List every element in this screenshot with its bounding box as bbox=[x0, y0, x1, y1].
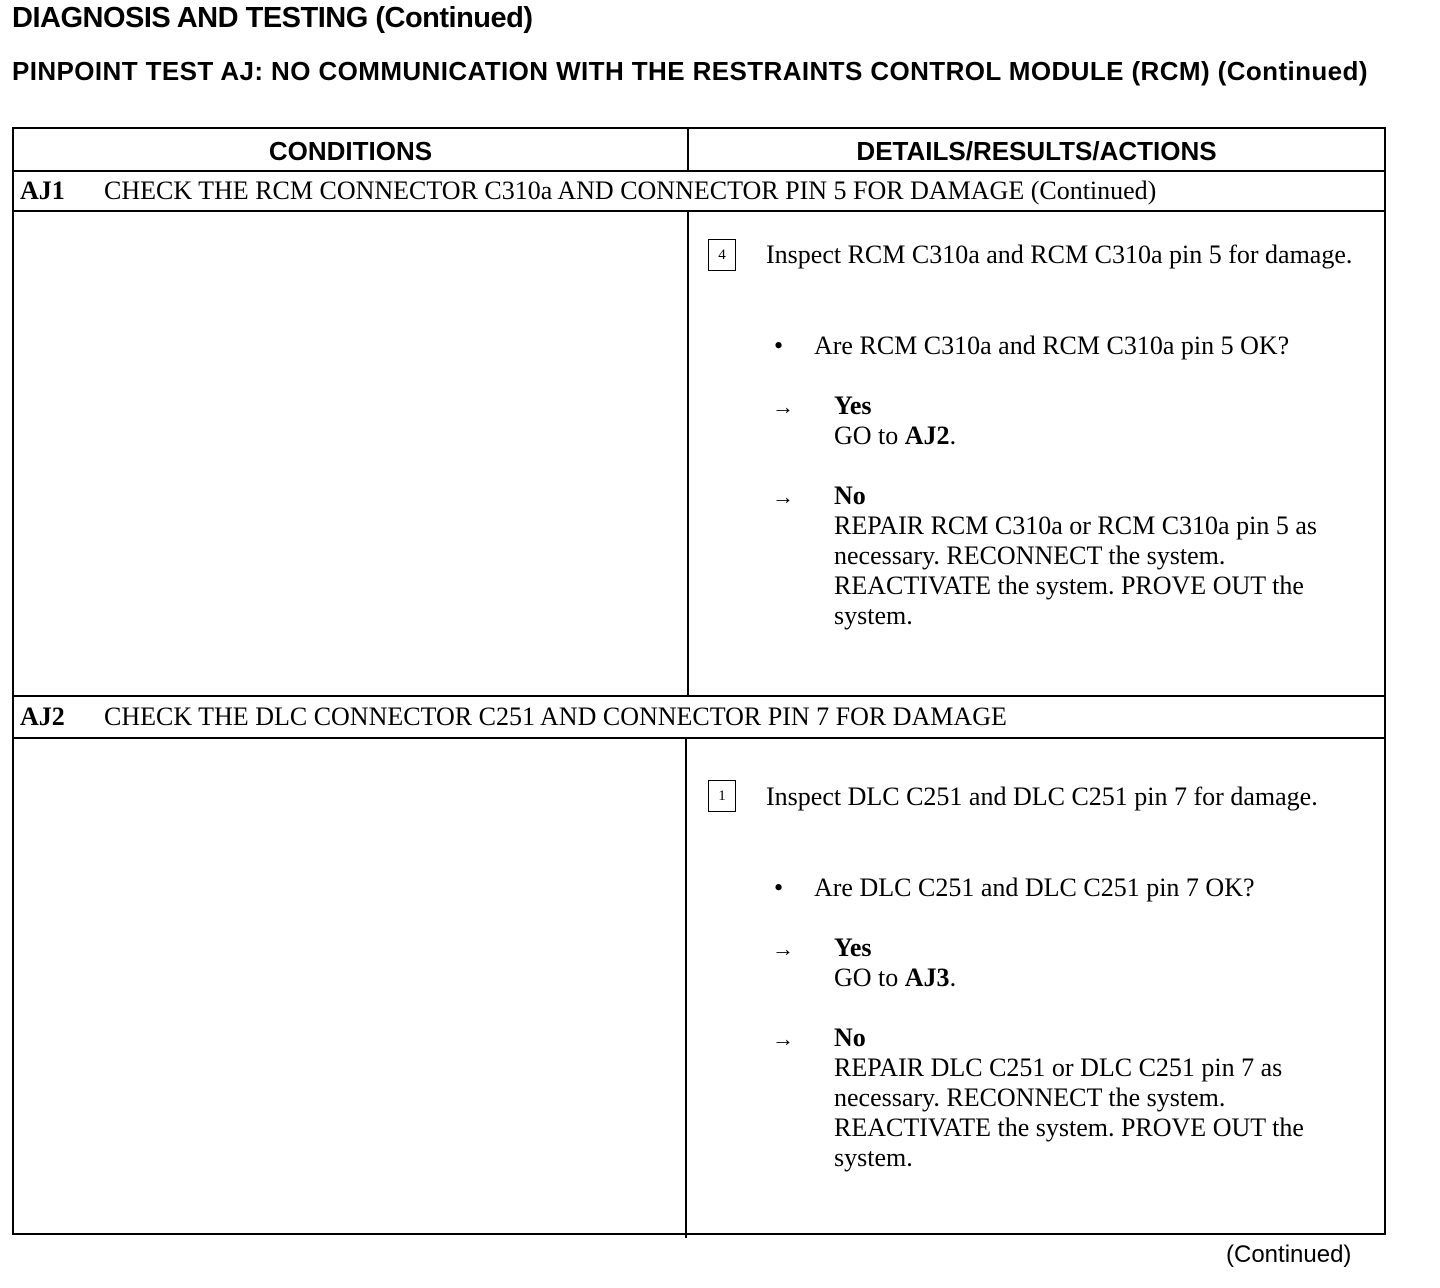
step-aj1-question: Are RCM C310a and RCM C310a pin 5 OK? bbox=[814, 331, 1290, 360]
step-aj2-instruction: Inspect DLC C251 and DLC C251 pin 7 for damage. bbox=[766, 782, 1318, 811]
arrow-right-icon: → bbox=[772, 936, 794, 961]
yes-action-prefix: GO to bbox=[834, 421, 905, 450]
column-divider bbox=[685, 738, 687, 1238]
yes-label: Yes bbox=[834, 933, 872, 962]
step-aj1-id: AJ1 bbox=[20, 176, 65, 205]
substep-number-box: 1 bbox=[708, 780, 736, 812]
no-action: REPAIR RCM C310a or RCM C310a pin 5 as necessary. RECONNECT the system. REACTIVATE the system. PROVE OUT the system. bbox=[834, 511, 1317, 630]
pinpoint-test-table bbox=[12, 127, 1386, 1235]
arrow-right-icon: → bbox=[772, 1026, 794, 1051]
conditions-column-header: CONDITIONS bbox=[268, 136, 433, 166]
arrow-right-icon: → bbox=[772, 484, 794, 509]
bullet-icon: • bbox=[774, 331, 784, 360]
section-title: DIAGNOSIS AND TESTING (Continued) bbox=[12, 2, 533, 34]
yes-action-suffix: . bbox=[949, 963, 957, 992]
step-aj2-id: AJ2 bbox=[20, 702, 65, 731]
yes-label: Yes bbox=[834, 391, 872, 420]
step-aj2-yes-result bbox=[834, 933, 1379, 993]
step-aj1-title-row bbox=[20, 171, 1378, 211]
arrow-right-icon: → bbox=[772, 394, 794, 419]
step-aj2-title-divider bbox=[14, 737, 1384, 739]
continued-footer: (Continued) bbox=[1226, 1241, 1352, 1268]
no-action: REPAIR DLC C251 or DLC C251 pin 7 as necessary. RECONNECT the system. REACTIVATE the system. PROVE OUT the system. bbox=[834, 1053, 1304, 1172]
yes-action-target: AJ2 bbox=[904, 421, 950, 450]
step-aj2-no-result bbox=[834, 1023, 1379, 1173]
pinpoint-test-title: PINPOINT TEST AJ: NO COMMUNICATION WITH THE RESTRAINTS CONTROL MODULE (RCM) (Continued) bbox=[12, 56, 1368, 86]
yes-action-suffix: . bbox=[949, 421, 957, 450]
step-aj2-title-row bbox=[20, 697, 1378, 737]
yes-action-target: AJ3 bbox=[904, 963, 950, 992]
bullet-icon: • bbox=[774, 873, 784, 902]
step-aj1-yes-result bbox=[834, 391, 1379, 451]
details-column-header: DETAILS/RESULTS/ACTIONS bbox=[856, 136, 1217, 166]
column-divider bbox=[687, 211, 689, 696]
substep-number-box: 4 bbox=[708, 239, 736, 271]
yes-action-prefix: GO to bbox=[834, 963, 905, 992]
no-label: No bbox=[834, 1023, 866, 1052]
step-aj1-title: CHECK THE RCM CONNECTOR C310a AND CONNECTOR PIN 5 FOR DAMAGE (Continued) bbox=[104, 176, 1157, 205]
step-aj2-title: CHECK THE DLC CONNECTOR C251 AND CONNECTOR PIN 7 FOR DAMAGE bbox=[104, 702, 1007, 731]
step-aj2-question: Are DLC C251 and DLC C251 pin 7 OK? bbox=[814, 873, 1255, 902]
step-aj1-instruction: Inspect RCM C310a and RCM C310a pin 5 for damage. bbox=[766, 240, 1353, 269]
step-aj1-no-result bbox=[834, 481, 1379, 631]
no-label: No bbox=[834, 481, 866, 510]
